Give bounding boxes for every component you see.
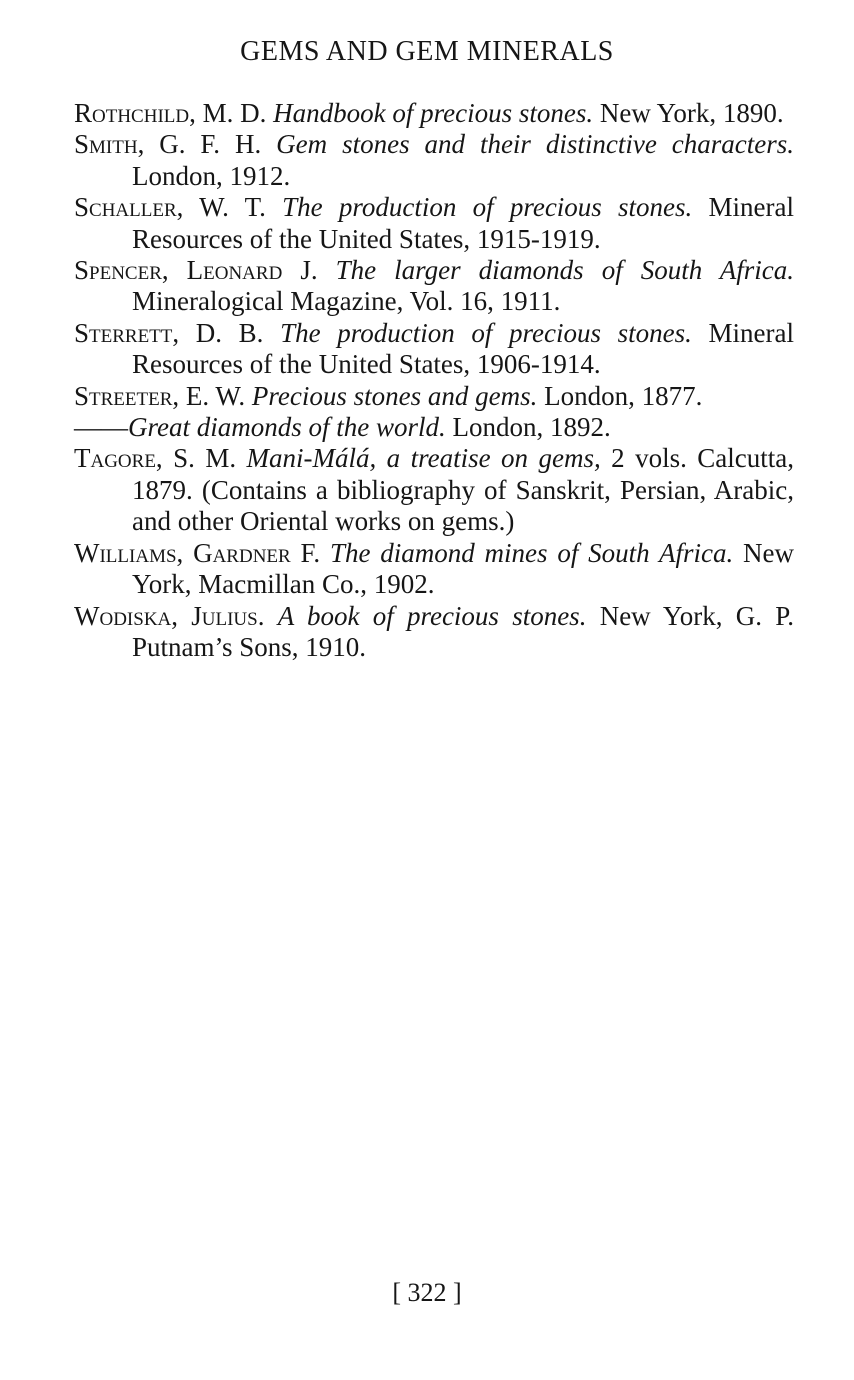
entry-ditto-dash: —— (74, 412, 128, 443)
entry-author: Wodiska, Julius. (74, 600, 265, 631)
entry-title: Great diamonds of the world. (128, 412, 446, 443)
entry-publication: Mineral Resources of the United States, 1906-1914. (132, 317, 794, 380)
entry-author: Streeter, E. W. (74, 380, 246, 411)
entry-title: The larger diamonds of South Africa. (335, 255, 794, 286)
entry-title: The production of precious stones. (280, 317, 692, 348)
entry-publication: London, 1912. (132, 160, 291, 191)
bibliography-entry (74, 412, 794, 443)
bibliography-entry (74, 129, 794, 192)
entry-author: Williams, Gardner F. (74, 537, 321, 568)
entry-publication: Mineral Resources of the United States, 1915-1919. (132, 192, 795, 254)
entry-publication: London, 1877. (544, 380, 703, 411)
entry-author: Schaller, W. T. (74, 192, 266, 223)
entry-author: Sterrett, D. B. (74, 317, 264, 348)
bibliography-entry (74, 381, 794, 412)
entry-author: Tagore, S. M. (74, 443, 237, 474)
running-head: GEMS AND GEM MINERALS (240, 36, 614, 67)
entry-title: A book of precious stones. (277, 600, 587, 631)
bibliography-entry (74, 601, 794, 664)
bibliography-entry (74, 538, 794, 601)
entry-author: Spencer, Leonard J. (74, 255, 318, 286)
entry-publication: Mineralogical Magazine, Vol. 16, 1911. (132, 286, 561, 317)
bibliography-entry (74, 98, 794, 129)
bibliography-entry (74, 443, 794, 537)
entry-title: The production of precious stones. (282, 192, 693, 223)
bibliography-entry (74, 318, 794, 381)
entry-title: Handbook of precious stones. (273, 98, 594, 128)
entry-publication: New York, G. P. Putnam’s Sons, 1910. (132, 600, 794, 662)
entry-publication: New York, 1890. (599, 98, 784, 128)
entry-title: Gem stones and their distinctive characters. (276, 129, 794, 160)
entry-author: Rothchild, M. D. (74, 98, 267, 128)
entry-title: The diamond mines of South Africa. (329, 537, 734, 568)
bibliography-list (74, 98, 794, 663)
page-number: [ 322 ] (392, 1278, 462, 1307)
entry-publication: New York, Macmillan Co., 1902. (132, 537, 795, 600)
entry-publication: London, 1892. (452, 412, 611, 443)
entry-title: Precious stones and gems. (251, 380, 538, 411)
bibliography-entry (74, 255, 794, 318)
entry-title: Mani-Málá, a treatise on gems, (246, 443, 601, 474)
bibliography-entry (74, 192, 794, 255)
entry-author: Smith, G. F. H. (74, 129, 262, 160)
entry-publication: 2 vols. Calcutta, 1879. (Contains a bibliography of Sanskrit, Persian, Arabic, and other Oriental works on gems.) (132, 443, 794, 537)
